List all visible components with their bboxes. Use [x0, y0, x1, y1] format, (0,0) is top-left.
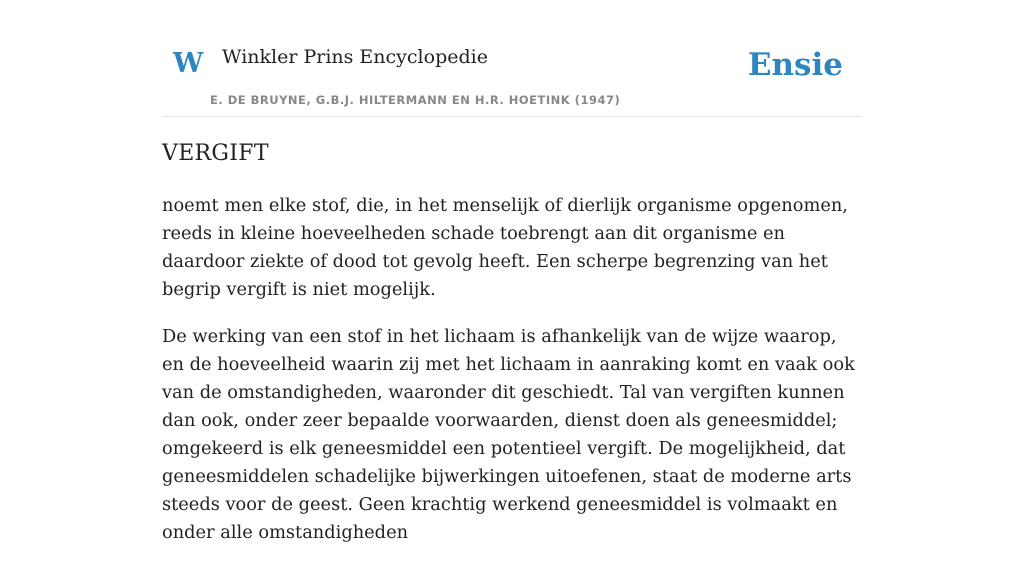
book-title: Winkler Prins Encyclopedie	[222, 46, 488, 68]
winkler-prins-logo: W	[173, 48, 204, 79]
source-header	[162, 0, 862, 117]
entry-title: VERGIFT	[162, 141, 269, 166]
authors-line: E. DE BRUYNE, G.B.J. HILTERMANN EN H.R. HOETINK (1947)	[210, 93, 621, 107]
entry-body	[162, 192, 862, 566]
entry-paragraph: noemt men elke stof, die, in het menselijk of dierlijk organisme opgenomen, reeds in kleine hoeveelheden schade toebrengt aan dit organisme en daardoor ziekte of dood tot gevolg heeft. Een scherpe begrenzing van het begrip vergift is niet mogelijk.	[162, 195, 848, 300]
ensie-logo-link[interactable]: Ensie	[747, 47, 843, 83]
entry-paragraph: De werking van een stof in het lichaam is afhankelijk van de wijze waarop, en de hoeveelheid waarin zij met het lichaam in aanraking komt en vaak ook van de omstandigheden, waaronder dit geschiedt. Tal van vergiften kunnen dan ook, onder zeer bepaalde voorwaarden, dienst doen als geneesmiddel; omgekeerd is elk geneesmiddel een potentieel vergift. De mogelijkheid, dat geneesmiddelen schadelijke bijwerkingen uitoefenen, staat de moderne arts steeds voor de geest. Geen krachtig werkend geneesmiddel is volmaakt en onder alle omstandigheden	[162, 326, 855, 543]
